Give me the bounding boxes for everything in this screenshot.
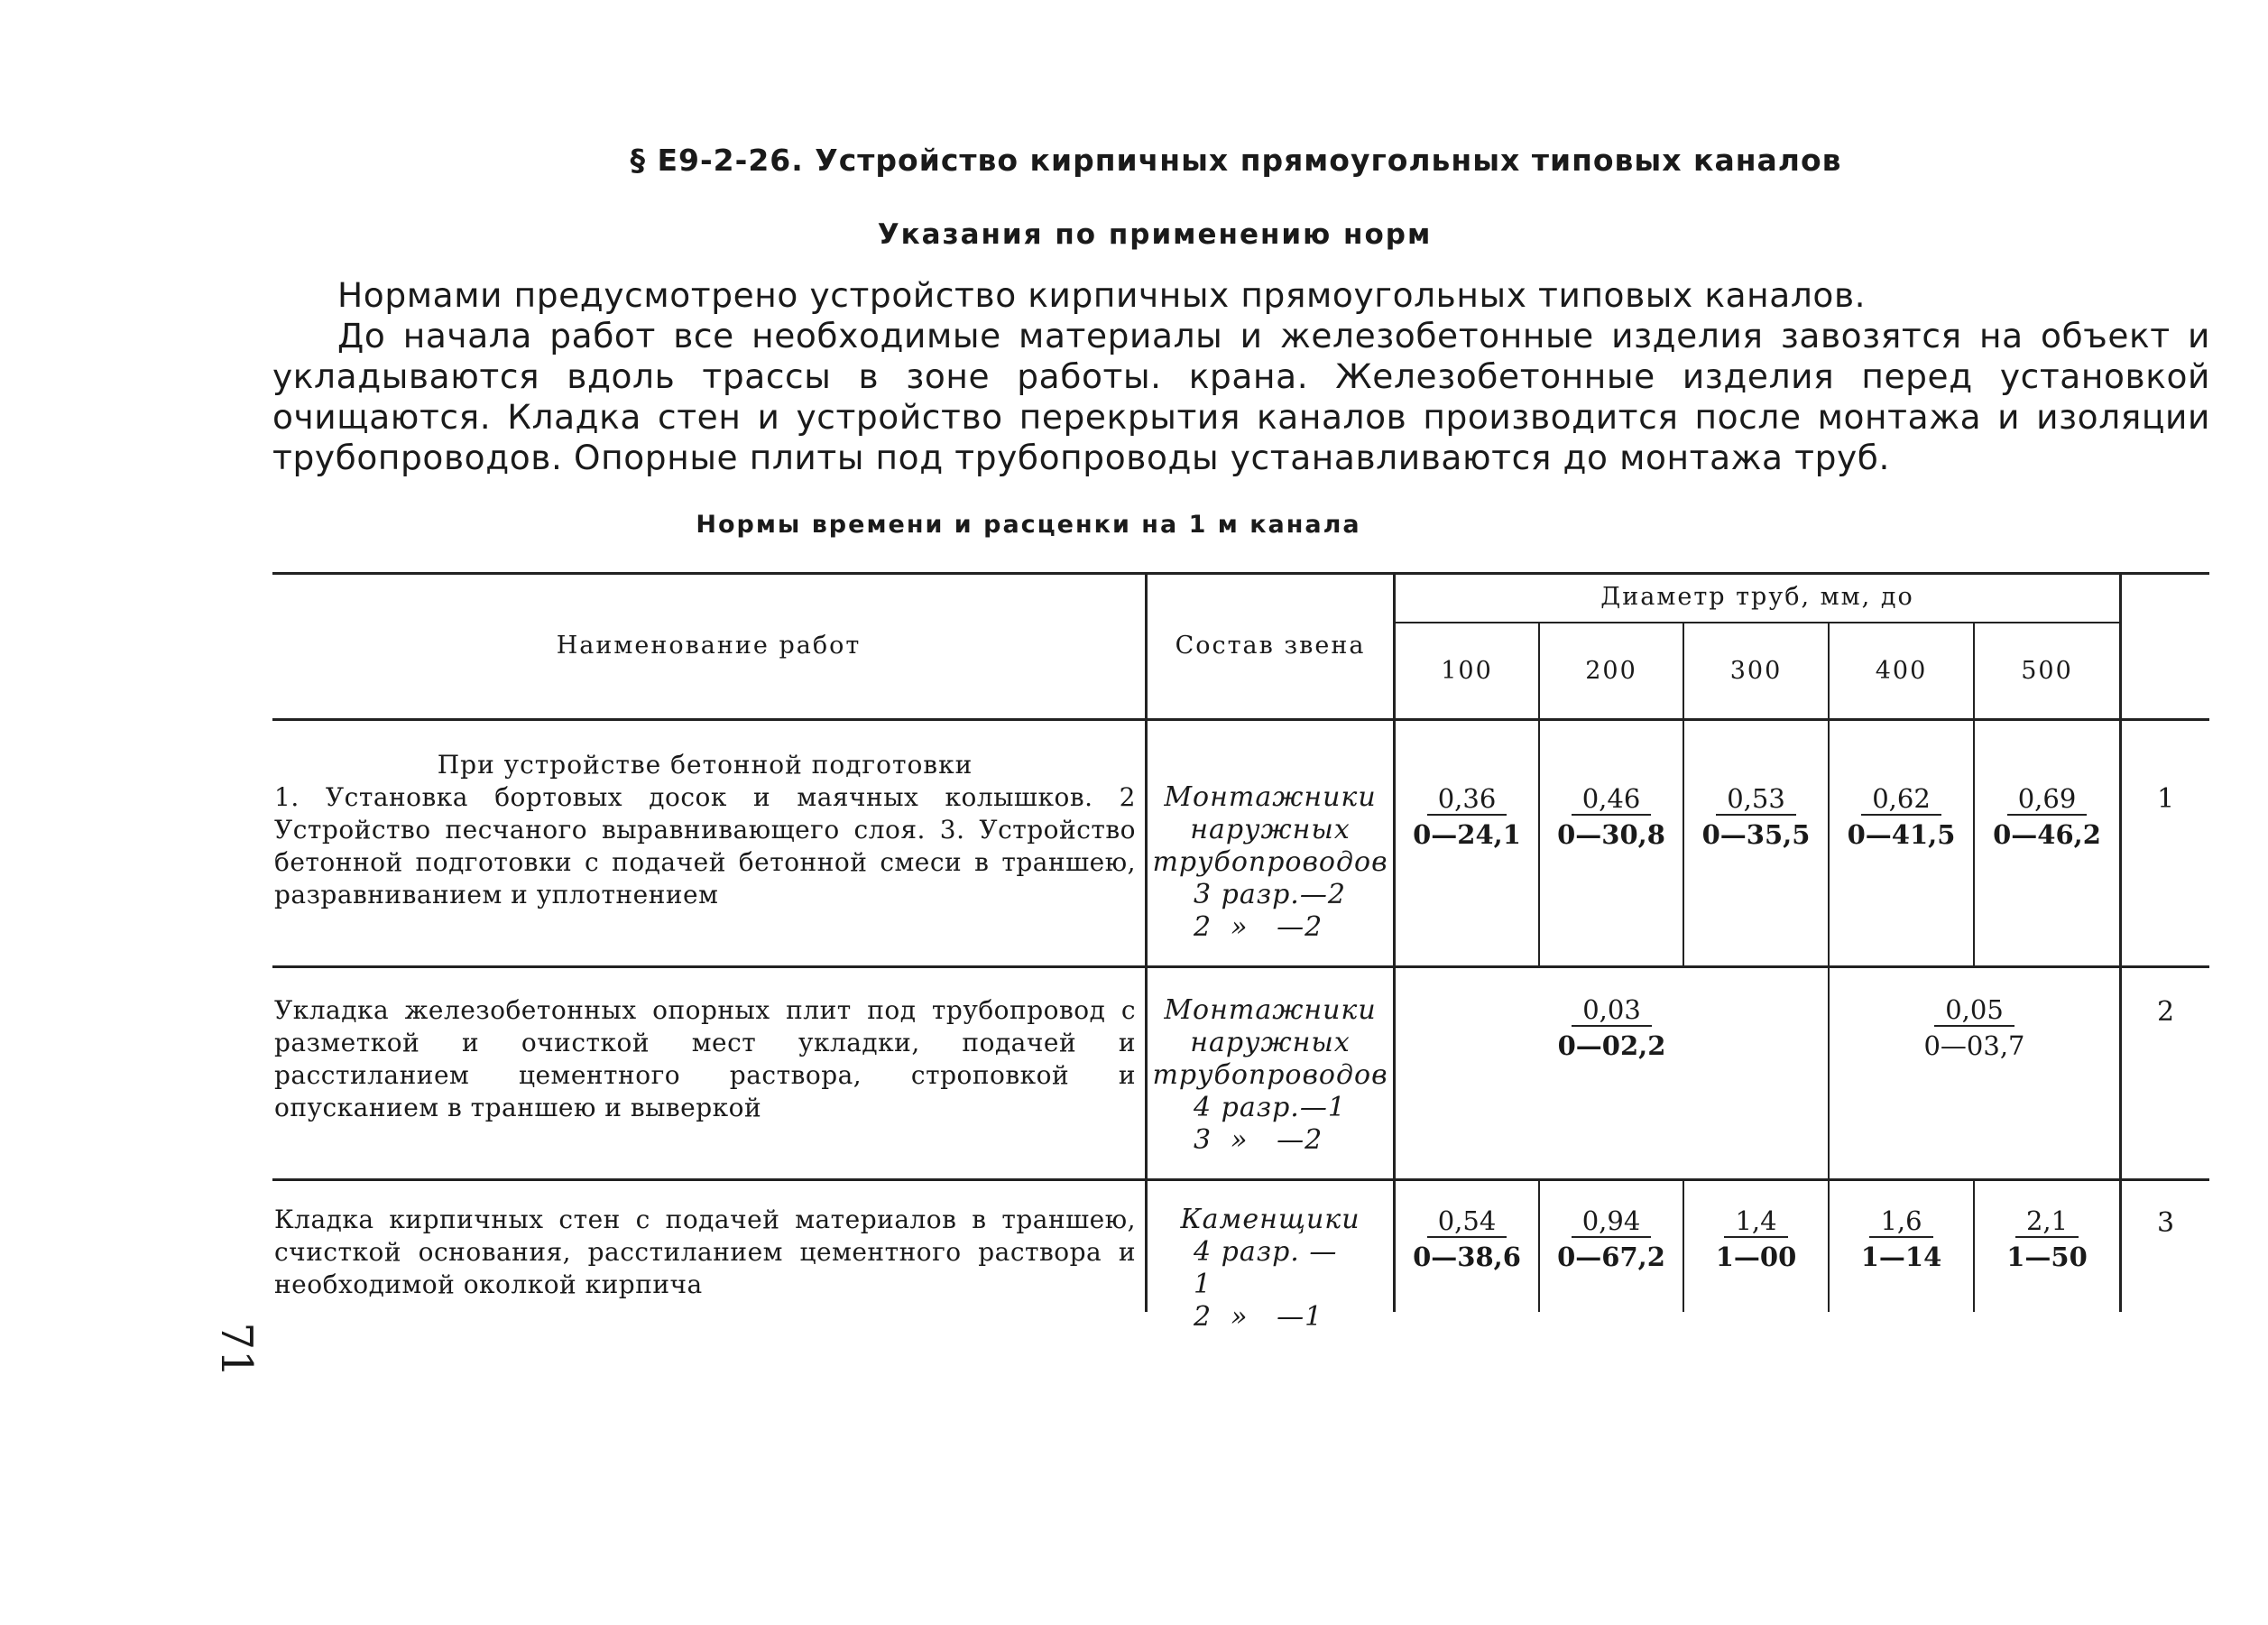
row-1-value-200 <box>1540 783 1683 852</box>
header-diameter-500: 500 <box>2021 657 2073 685</box>
header-diameter-group: Диаметр труб, мм, до <box>1600 583 1914 611</box>
row-2-crew-rank: 3 » —2 <box>1194 1124 1323 1156</box>
norm-value: 0,62 <box>1861 783 1941 816</box>
row-2-crew-line: Монтажники <box>1164 994 1377 1026</box>
row-1-number: 1 <box>2156 783 2175 815</box>
norm-value: 0,94 <box>1572 1205 1652 1238</box>
norm-value: 1,4 <box>1724 1205 1787 1238</box>
header-diameter-200: 200 <box>1585 657 1637 685</box>
row-1-crew-rank: 3 разр.—2 <box>1194 879 1346 910</box>
price-value: 0—46,2 <box>1993 819 2101 850</box>
row-3-value-400 <box>1830 1205 1973 1274</box>
price-value: 0—41,5 <box>1847 819 1956 850</box>
row-2-value-100-300 <box>1396 994 1828 1063</box>
norm-value: 1,6 <box>1869 1205 1932 1238</box>
row-2-crew-rank: 4 разр.—1 <box>1194 1092 1346 1123</box>
row-2-work-text: Укладка железобетонных опорных плит под трубопровод с разметкой и очисткой мест укладки, подачей и расстиланием цементного раствора, строповкой и опусканием в траншею и выверкой <box>274 995 1136 1122</box>
price-value: 1—14 <box>1860 1242 1942 1272</box>
row-3-crew-rank: 2 » —1 <box>1194 1301 1323 1333</box>
row-2-number: 2 <box>2156 996 2175 1028</box>
row-3-work-text: Кладка кирпичных стен с подачей материалов в траншею, счисткой основания, расстиланием цементного раствора и необходимой околкой кирпича <box>274 1205 1136 1299</box>
intro-paragraph-1: Нормами предусмотрено устройство кирпичных прямоугольных типовых каналов. <box>337 275 1867 315</box>
norm-value: 2,1 <box>2015 1205 2079 1238</box>
row-3-work <box>274 1204 1136 1301</box>
row-2-crew-line: трубопроводов <box>1152 1059 1388 1091</box>
header-diameter-300: 300 <box>1729 657 1783 685</box>
row-1-crew-line <box>1148 911 1393 944</box>
row-1-crew-line: Монтажники <box>1164 781 1377 813</box>
norms-table <box>272 572 2209 1333</box>
row-3-number: 3 <box>2156 1207 2175 1239</box>
row-1-value-300 <box>1684 783 1828 852</box>
row-1-crew-line: наружных <box>1190 814 1351 845</box>
row-3-crew <box>1148 1204 1393 1334</box>
row-1-value-100 <box>1396 783 1538 852</box>
row-1-bottom-rule <box>272 965 2209 968</box>
norm-value: 0,46 <box>1572 783 1652 816</box>
row-2-crew-line <box>1148 1124 1393 1157</box>
norm-value: 0,36 <box>1427 783 1507 816</box>
row-2-crew-line: наружных <box>1190 1027 1351 1058</box>
row-2-crew-line <box>1148 1092 1393 1124</box>
col-number-left-rule <box>2119 572 2122 1312</box>
row-2-crew <box>1148 994 1393 1157</box>
header-bottom-rule <box>272 718 2209 721</box>
norm-value: 0,54 <box>1427 1205 1507 1238</box>
header-diameter-100: 100 <box>1441 657 1493 685</box>
row-1-work <box>274 749 1136 911</box>
intro-paragraph-2: До начала работ все необходимые материалы и железобетонные изделия завозятся на объект и укладываются вдоль трассы в зоне работы. крана. Железобетонные изделия перед установкой очищаются. Кладка стен и устройство перекрытия каналов производится после монтажа и изоляции трубопроводов. Опорные плиты под трубопроводы устанавливаются до монтажа труб. <box>272 316 2210 477</box>
norm-value: 0,53 <box>1716 783 1796 816</box>
price-value: 1—50 <box>2006 1242 2088 1272</box>
header-crew: Состав звена <box>1175 631 1366 660</box>
row-2-work <box>274 994 1136 1124</box>
row-1-value-400 <box>1830 783 1973 852</box>
intro-text <box>272 275 2210 478</box>
table-caption: Нормы времени и расценки на 1 м канала <box>696 511 1361 539</box>
header-work-name: Наименование работ <box>556 631 862 660</box>
row-3-value-200 <box>1540 1205 1683 1274</box>
row-1-crew-line <box>1148 879 1393 911</box>
section-title: § Е9-2-26. Устройство кирпичных прямоугольных типовых каналов <box>630 143 1842 178</box>
row-1-crew-line: трубопроводов <box>1152 846 1388 878</box>
subtitle: Указания по применению норм <box>877 218 1433 251</box>
price-value: 1—00 <box>1715 1242 1797 1272</box>
row-3-crew-line <box>1148 1236 1393 1301</box>
row-3-value-500 <box>1975 1205 2119 1274</box>
norm-value: 0,03 <box>1572 994 1652 1027</box>
price-value: 0—30,8 <box>1557 819 1665 850</box>
price-value: 0—24,1 <box>1413 819 1521 850</box>
price-value: 0—03,7 <box>1923 1030 2025 1061</box>
price-value: 0—35,5 <box>1701 819 1811 850</box>
price-value: 0—67,2 <box>1557 1242 1665 1272</box>
price-value: 0—02,2 <box>1557 1030 1666 1061</box>
row-1-crew <box>1148 781 1393 944</box>
row-1-crew-rank: 2 » —2 <box>1194 911 1323 943</box>
row-1-value-500 <box>1975 783 2119 852</box>
row-3-value-300 <box>1684 1205 1828 1274</box>
norm-value: 0,05 <box>1934 994 2014 1027</box>
row-1-work-text: 1. Установка бортовых досок и маячных колышков. 2 Устройство песчаного выравнивающего слоя. 3. Устройство бетонной подготовки с подачей бетонной смеси в траншею, разравниванием и уплотнением <box>274 782 1136 909</box>
row-1-work-heading: При устройстве бетонной подготовки <box>437 750 973 780</box>
row-3-crew-rank: 4 разр. —1 <box>1194 1236 1338 1300</box>
page-number: 71 <box>211 1322 262 1378</box>
row-3-crew-line <box>1148 1301 1393 1334</box>
row-2-value-400-500 <box>1830 994 2119 1063</box>
row-2-bottom-rule <box>272 1178 2209 1181</box>
price-value: 0—38,6 <box>1413 1242 1521 1272</box>
header-diameter-400: 400 <box>1875 657 1928 685</box>
row-3-value-100 <box>1396 1205 1538 1274</box>
norm-value: 0,69 <box>2007 783 2088 816</box>
row-3-crew-line: Каменщики <box>1180 1204 1360 1235</box>
